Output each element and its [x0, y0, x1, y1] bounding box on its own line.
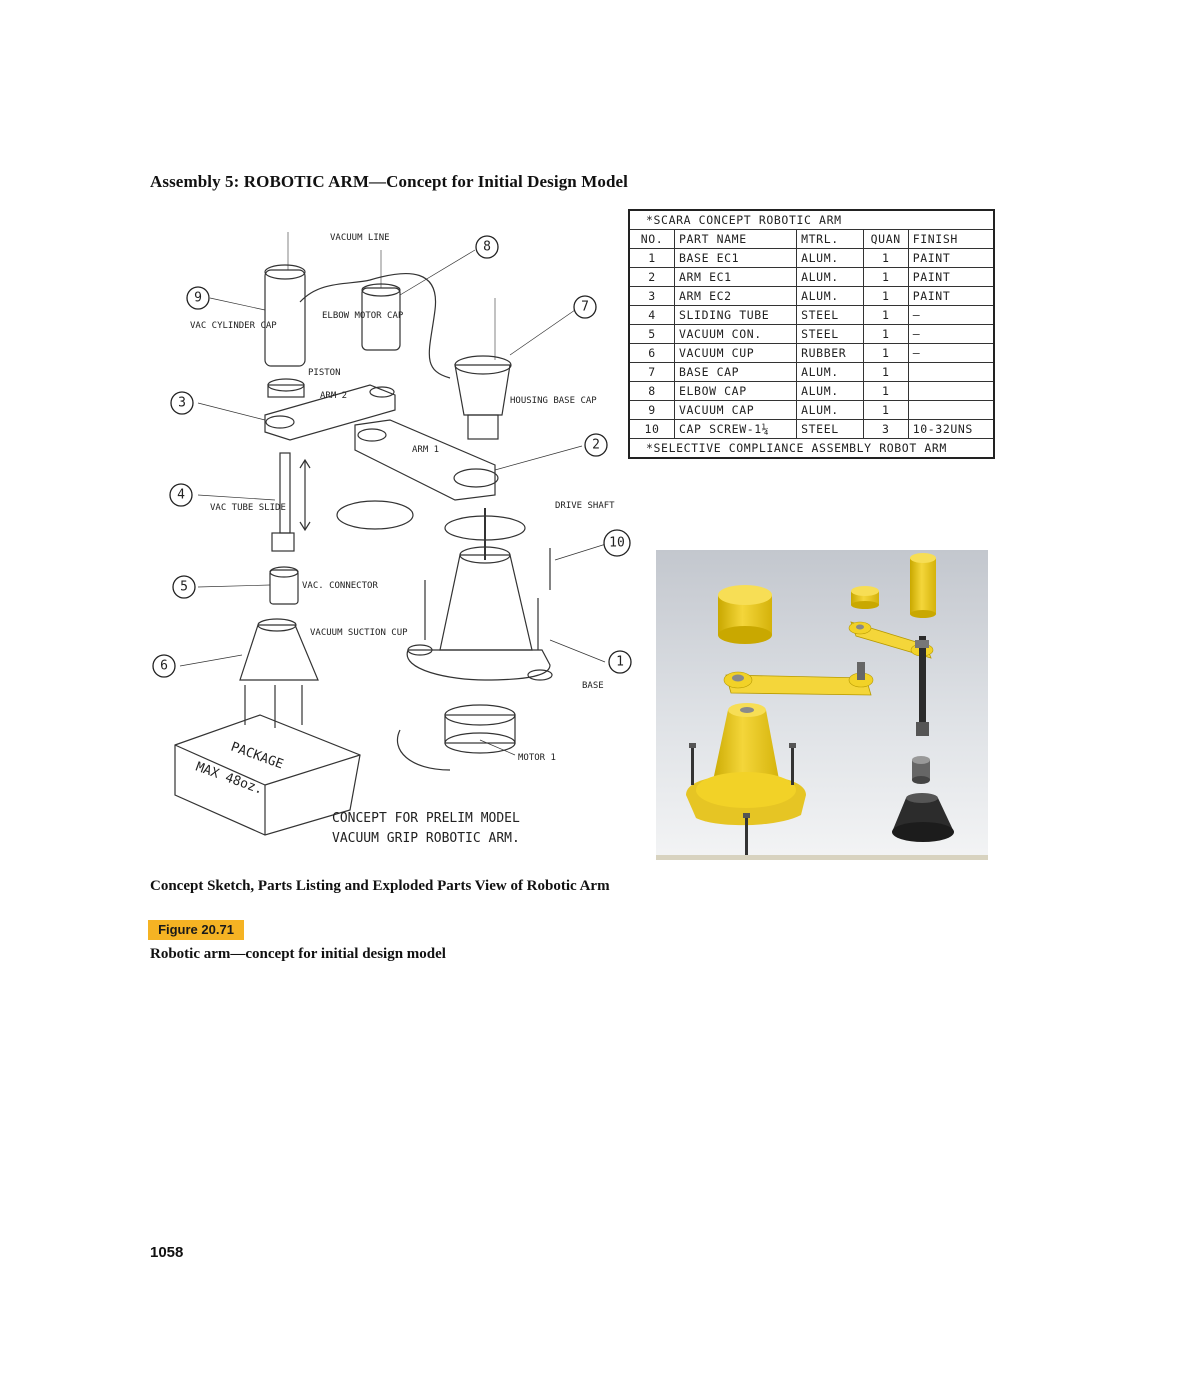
cell-part-name: VACUUM CUP	[675, 344, 797, 363]
figure-group-caption: Concept Sketch, Parts Listing and Exploded Parts View of Robotic Arm	[150, 878, 610, 894]
cell-material: ALUM.	[797, 249, 864, 268]
table-row	[629, 382, 994, 401]
render-vacuum-cap	[910, 553, 936, 618]
cell-finish: PAINT	[908, 268, 994, 287]
callout-10: 10	[609, 535, 625, 551]
label-concept-line2: VACUUM GRIP ROBOTIC ARM.	[332, 831, 520, 846]
cell-material: STEEL	[797, 325, 864, 344]
callout-1: 1	[616, 654, 624, 670]
cell-no: 1	[629, 249, 675, 268]
cell-finish	[908, 363, 994, 382]
table-row	[629, 401, 994, 420]
cell-part-name: VACUUM CON.	[675, 325, 797, 344]
cell-quantity: 1	[863, 325, 908, 344]
header-material: MTRL.	[797, 230, 864, 249]
label-arm2: ARM 2	[320, 391, 348, 401]
table-row	[629, 249, 994, 268]
cell-material: ALUM.	[797, 363, 864, 382]
table-row	[629, 306, 994, 325]
cell-no: 2	[629, 268, 675, 287]
label-vac-connector: VAC. CONNECTOR	[302, 581, 378, 591]
callout-6: 6	[160, 658, 168, 674]
callout-5: 5	[180, 579, 188, 595]
parts-listing	[628, 209, 995, 459]
cell-material: ALUM.	[797, 401, 864, 420]
cell-quantity: 1	[863, 363, 908, 382]
label-vacuum-line: VACUUM LINE	[330, 233, 390, 243]
label-max-weight: MAX 48oz.	[193, 759, 265, 798]
cell-quantity: 1	[863, 344, 908, 363]
table-row	[629, 325, 994, 344]
cell-no: 10	[629, 420, 675, 439]
cell-part-name: CAP SCREW-1¼	[675, 420, 797, 439]
cell-quantity: 1	[863, 268, 908, 287]
render-base-cap	[718, 585, 772, 644]
header-finish: FINISH	[908, 230, 994, 249]
table-row	[629, 420, 994, 439]
callout-8: 8	[483, 239, 491, 255]
cell-part-name: BASE EC1	[675, 249, 797, 268]
concept-sketch	[150, 210, 650, 865]
cell-quantity: 1	[863, 382, 908, 401]
callout-9: 9	[194, 290, 202, 306]
cell-part-name: ARM EC2	[675, 287, 797, 306]
cell-no: 8	[629, 382, 675, 401]
callout-2: 2	[592, 437, 600, 453]
cell-no: 9	[629, 401, 675, 420]
cell-finish	[908, 401, 994, 420]
exploded-parts-view	[656, 550, 988, 860]
cell-material: ALUM.	[797, 287, 864, 306]
render-vacuum-connector	[912, 756, 930, 784]
label-concept-line1: CONCEPT FOR PRELIM MODEL	[332, 811, 520, 826]
callout-7: 7	[581, 299, 589, 315]
cell-part-name: ARM EC1	[675, 268, 797, 287]
cell-no: 4	[629, 306, 675, 325]
cell-material: ALUM.	[797, 268, 864, 287]
cell-material: STEEL	[797, 420, 864, 439]
label-vac-tube-slide: VAC TUBE SLIDE	[210, 503, 286, 513]
cell-no: 3	[629, 287, 675, 306]
cell-finish: 10-32UNS	[908, 420, 994, 439]
label-drive-shaft: DRIVE SHAFT	[555, 501, 615, 511]
table-row	[629, 287, 994, 306]
figure-caption: Robotic arm—concept for initial design model	[150, 946, 446, 962]
cell-part-name: BASE CAP	[675, 363, 797, 382]
cell-quantity: 1	[863, 401, 908, 420]
cell-part-name: SLIDING TUBE	[675, 306, 797, 325]
cell-finish: —	[908, 306, 994, 325]
section-heading: Assembly 5: ROBOTIC ARM—Concept for Initial Design Model	[150, 172, 628, 191]
label-arm1: ARM 1	[412, 445, 440, 455]
cell-no: 5	[629, 325, 675, 344]
page-number: 1058	[150, 1244, 184, 1261]
cell-finish: PAINT	[908, 287, 994, 306]
label-housing-base-cap: HOUSING BASE CAP	[510, 396, 597, 406]
cell-quantity: 3	[863, 420, 908, 439]
table-row	[629, 344, 994, 363]
callout-4: 4	[177, 487, 185, 503]
label-base: BASE	[582, 681, 604, 691]
cell-material: RUBBER	[797, 344, 864, 363]
cell-material: STEEL	[797, 306, 864, 325]
callout-3: 3	[178, 395, 186, 411]
cell-quantity: 1	[863, 287, 908, 306]
figure-label-badge: Figure 20.71	[148, 920, 244, 940]
parts-table	[628, 209, 995, 459]
header-no: NO.	[629, 230, 675, 249]
render-elbow-cap	[851, 586, 879, 609]
cell-quantity: 1	[863, 249, 908, 268]
cell-no: 7	[629, 363, 675, 382]
cell-finish: —	[908, 325, 994, 344]
cell-material: ALUM.	[797, 382, 864, 401]
table-row	[629, 363, 994, 382]
cell-no: 6	[629, 344, 675, 363]
label-vacuum-suction-cup: VACUUM SUCTION CUP	[310, 628, 408, 638]
parts-table-header	[629, 230, 994, 249]
cell-part-name: VACUUM CAP	[675, 401, 797, 420]
table-row	[629, 268, 994, 287]
label-motor: MOTOR 1	[518, 753, 556, 763]
label-elbow-motor-cap: ELBOW MOTOR CAP	[322, 311, 404, 321]
label-package: PACKAGE	[228, 739, 286, 773]
cell-finish	[908, 382, 994, 401]
cell-finish: PAINT	[908, 249, 994, 268]
parts-table-title: *SCARA CONCEPT ROBOTIC ARM	[629, 210, 994, 230]
cell-quantity: 1	[863, 306, 908, 325]
label-vac-cylinder-cap: VAC CYLINDER CAP	[190, 321, 277, 331]
header-part-name: PART NAME	[675, 230, 797, 249]
cell-part-name: ELBOW CAP	[675, 382, 797, 401]
label-piston: PISTON	[308, 368, 341, 378]
parts-table-footnote: *SELECTIVE COMPLIANCE ASSEMBLY ROBOT ARM	[629, 439, 994, 459]
header-quantity: QUAN	[863, 230, 908, 249]
cell-finish: —	[908, 344, 994, 363]
